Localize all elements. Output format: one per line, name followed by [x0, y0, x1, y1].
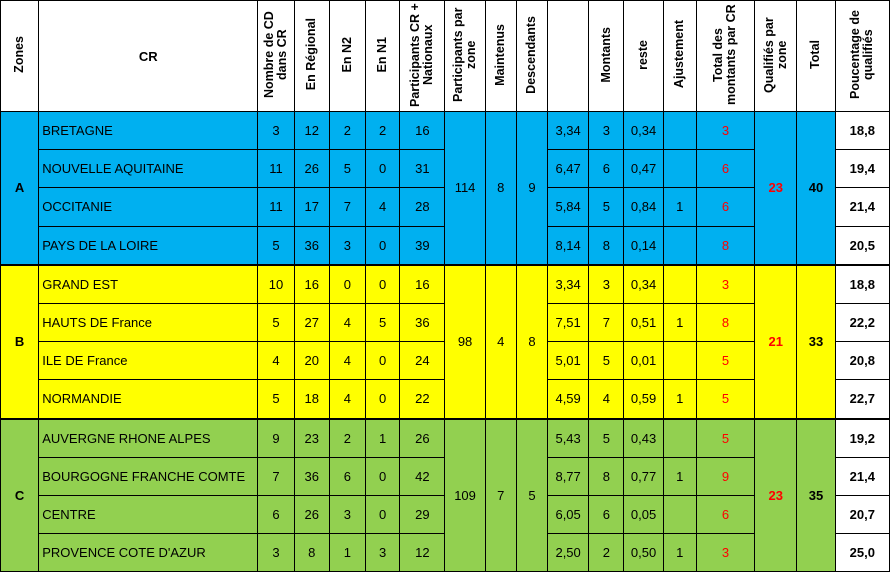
- calc-cell: 5,84: [548, 188, 589, 226]
- n1-cell: 3: [366, 534, 400, 572]
- header-reste: reste: [624, 1, 663, 112]
- calc-cell: 8,77: [548, 457, 589, 495]
- montants-cell: 7: [589, 303, 624, 341]
- calc-cell: 6,05: [548, 495, 589, 533]
- cr-name: OCCITANIE: [39, 188, 258, 226]
- montants-cell: 8: [589, 226, 624, 265]
- total-montants-cell: 9: [696, 457, 754, 495]
- ajustement-cell: 1: [663, 303, 696, 341]
- pourcentage-cell: 21,4: [835, 188, 889, 226]
- ajustement-cell: [663, 265, 696, 304]
- reste-cell: 0,50: [624, 534, 663, 572]
- reste-cell: 0,43: [624, 419, 663, 458]
- cr-name: HAUTS DE France: [39, 303, 258, 341]
- table-row: [1, 419, 890, 458]
- n2-cell: 4: [329, 342, 365, 380]
- total-montants-cell: 3: [696, 534, 754, 572]
- pourcentage-cell: 20,7: [835, 495, 889, 533]
- n1-cell: 4: [366, 188, 400, 226]
- reste-cell: 0,01: [624, 342, 663, 380]
- maintenus-cell: 4: [485, 265, 516, 419]
- ajustement-cell: 1: [663, 534, 696, 572]
- montants-cell: 5: [589, 188, 624, 226]
- nb-cd-cell: 7: [258, 457, 294, 495]
- pourcentage-cell: 21,4: [835, 457, 889, 495]
- total-montants-cell: 6: [696, 495, 754, 533]
- qualifies-zone-cell: 23: [755, 419, 797, 572]
- header-maintenus: Maintenus: [485, 1, 516, 112]
- descendants-cell: 5: [516, 419, 547, 572]
- montants-cell: 5: [589, 342, 624, 380]
- montants-cell: 5: [589, 419, 624, 458]
- maintenus-cell: 8: [485, 112, 516, 265]
- header-participants-cr: Participants CR + Nationaux: [400, 1, 445, 112]
- montants-cell: 2: [589, 534, 624, 572]
- calc-cell: 5,43: [548, 419, 589, 458]
- pourcentage-cell: 18,8: [835, 112, 889, 150]
- pourcentage-cell: 22,2: [835, 303, 889, 341]
- ajustement-cell: [663, 226, 696, 265]
- regional-cell: 20: [294, 342, 329, 380]
- n2-cell: 3: [329, 495, 365, 533]
- regional-cell: 27: [294, 303, 329, 341]
- cr-name: BRETAGNE: [39, 112, 258, 150]
- participants-cell: 12: [400, 534, 445, 572]
- reste-cell: 0,34: [624, 112, 663, 150]
- montants-cell: 3: [589, 265, 624, 304]
- total-montants-cell: 8: [696, 226, 754, 265]
- regional-cell: 23: [294, 419, 329, 458]
- pourcentage-cell: 19,4: [835, 150, 889, 188]
- table-row: [1, 112, 890, 150]
- ajustement-cell: [663, 419, 696, 458]
- total-montants-cell: 5: [696, 342, 754, 380]
- participants-cell: 42: [400, 457, 445, 495]
- pourcentage-cell: 18,8: [835, 265, 889, 304]
- cr-name: PROVENCE COTE D'AZUR: [39, 534, 258, 572]
- pourcentage-cell: 20,8: [835, 342, 889, 380]
- participants-cell: 16: [400, 265, 445, 304]
- montants-cell: 6: [589, 150, 624, 188]
- n2-cell: 5: [329, 150, 365, 188]
- calc-cell: 3,34: [548, 265, 589, 304]
- regional-cell: 36: [294, 457, 329, 495]
- total-montants-cell: 6: [696, 188, 754, 226]
- qualifies-zone-cell: 21: [755, 265, 797, 419]
- header-qualifies-zone: Qualifiés par zone: [755, 1, 797, 112]
- header-cr: CR: [39, 1, 258, 112]
- header-total-montants: Total des montants par CR: [696, 1, 754, 112]
- n2-cell: 4: [329, 303, 365, 341]
- montants-cell: 4: [589, 380, 624, 419]
- reste-cell: 0,34: [624, 265, 663, 304]
- reste-cell: 0,51: [624, 303, 663, 341]
- header-n2: En N2: [329, 1, 365, 112]
- pourcentage-cell: 22,7: [835, 380, 889, 419]
- pourcentage-cell: 19,2: [835, 419, 889, 458]
- participants-cell: 28: [400, 188, 445, 226]
- qualifies-zone-cell: 23: [755, 112, 797, 265]
- regional-cell: 18: [294, 380, 329, 419]
- n1-cell: 0: [366, 495, 400, 533]
- participants-cell: 22: [400, 380, 445, 419]
- nb-cd-cell: 5: [258, 380, 294, 419]
- reste-cell: 0,47: [624, 150, 663, 188]
- ajustement-cell: [663, 112, 696, 150]
- n2-cell: 4: [329, 380, 365, 419]
- reste-cell: 0,59: [624, 380, 663, 419]
- descendants-cell: 9: [516, 112, 547, 265]
- header-total: Total: [797, 1, 835, 112]
- n2-cell: 1: [329, 534, 365, 572]
- participants-cell: 29: [400, 495, 445, 533]
- zone-total-cell: 35: [797, 419, 835, 572]
- ajustement-cell: [663, 150, 696, 188]
- zone-label: B: [1, 265, 39, 419]
- nb-cd-cell: 4: [258, 342, 294, 380]
- calc-cell: 5,01: [548, 342, 589, 380]
- calc-cell: 3,34: [548, 112, 589, 150]
- n1-cell: 2: [366, 112, 400, 150]
- table-body: [1, 112, 890, 572]
- header-zones: Zones: [1, 1, 39, 112]
- cr-name: AUVERGNE RHONE ALPES: [39, 419, 258, 458]
- cr-name: BOURGOGNE FRANCHE COMTE: [39, 457, 258, 495]
- nb-cd-cell: 3: [258, 112, 294, 150]
- header-blank: [548, 1, 589, 112]
- header-nb-cd: Nombre de CD dans CR: [258, 1, 294, 112]
- header-participants-zone: Participants par zone: [445, 1, 485, 112]
- total-montants-cell: 3: [696, 112, 754, 150]
- participants-zone-cell: 109: [445, 419, 485, 572]
- header-regional: En Régional: [294, 1, 329, 112]
- header-ajustement: Ajustement: [663, 1, 696, 112]
- regional-cell: 26: [294, 150, 329, 188]
- n1-cell: 0: [366, 226, 400, 265]
- participants-zone-cell: 114: [445, 112, 485, 265]
- participants-cell: 24: [400, 342, 445, 380]
- ajustement-cell: [663, 495, 696, 533]
- ajustement-cell: 1: [663, 457, 696, 495]
- regional-cell: 26: [294, 495, 329, 533]
- total-montants-cell: 5: [696, 380, 754, 419]
- nb-cd-cell: 5: [258, 303, 294, 341]
- montants-cell: 8: [589, 457, 624, 495]
- total-montants-cell: 5: [696, 419, 754, 458]
- cr-name: ILE DE France: [39, 342, 258, 380]
- total-montants-cell: 8: [696, 303, 754, 341]
- n1-cell: 0: [366, 265, 400, 304]
- participants-zone-cell: 98: [445, 265, 485, 419]
- participants-cell: 26: [400, 419, 445, 458]
- n2-cell: 2: [329, 419, 365, 458]
- n1-cell: 0: [366, 342, 400, 380]
- participants-cell: 31: [400, 150, 445, 188]
- n1-cell: 0: [366, 457, 400, 495]
- ajustement-cell: [663, 342, 696, 380]
- reste-cell: 0,77: [624, 457, 663, 495]
- nb-cd-cell: 11: [258, 150, 294, 188]
- n1-cell: 5: [366, 303, 400, 341]
- n2-cell: 2: [329, 112, 365, 150]
- regional-cell: 17: [294, 188, 329, 226]
- participants-cell: 36: [400, 303, 445, 341]
- header-row: [1, 1, 890, 112]
- zone-label: C: [1, 419, 39, 572]
- calc-cell: 6,47: [548, 150, 589, 188]
- header-descendants: Descendants: [516, 1, 547, 112]
- n2-cell: 7: [329, 188, 365, 226]
- maintenus-cell: 7: [485, 419, 516, 572]
- reste-cell: 0,05: [624, 495, 663, 533]
- calc-cell: 7,51: [548, 303, 589, 341]
- reste-cell: 0,84: [624, 188, 663, 226]
- ajustement-cell: 1: [663, 380, 696, 419]
- nb-cd-cell: 9: [258, 419, 294, 458]
- cr-name: CENTRE: [39, 495, 258, 533]
- pourcentage-cell: 20,5: [835, 226, 889, 265]
- montants-cell: 6: [589, 495, 624, 533]
- nb-cd-cell: 6: [258, 495, 294, 533]
- header-montants: Montants: [589, 1, 624, 112]
- n2-cell: 3: [329, 226, 365, 265]
- zone-label: A: [1, 112, 39, 265]
- cr-name: NOUVELLE AQUITAINE: [39, 150, 258, 188]
- header-n1: En N1: [366, 1, 400, 112]
- nb-cd-cell: 3: [258, 534, 294, 572]
- cr-name: NORMANDIE: [39, 380, 258, 419]
- total-montants-cell: 6: [696, 150, 754, 188]
- header-pourcentage: Poucentage de qualifiés: [835, 1, 889, 112]
- participants-cell: 39: [400, 226, 445, 265]
- n1-cell: 0: [366, 380, 400, 419]
- cr-name: GRAND EST: [39, 265, 258, 304]
- total-montants-cell: 3: [696, 265, 754, 304]
- calc-cell: 8,14: [548, 226, 589, 265]
- regional-cell: 12: [294, 112, 329, 150]
- cr-name: PAYS DE LA LOIRE: [39, 226, 258, 265]
- zone-total-cell: 33: [797, 265, 835, 419]
- calc-cell: 2,50: [548, 534, 589, 572]
- n2-cell: 0: [329, 265, 365, 304]
- n1-cell: 1: [366, 419, 400, 458]
- descendants-cell: 8: [516, 265, 547, 419]
- n2-cell: 6: [329, 457, 365, 495]
- n1-cell: 0: [366, 150, 400, 188]
- reste-cell: 0,14: [624, 226, 663, 265]
- regional-cell: 8: [294, 534, 329, 572]
- calc-cell: 4,59: [548, 380, 589, 419]
- regional-cell: 36: [294, 226, 329, 265]
- nb-cd-cell: 5: [258, 226, 294, 265]
- montants-cell: 3: [589, 112, 624, 150]
- zone-total-cell: 40: [797, 112, 835, 265]
- ajustement-cell: 1: [663, 188, 696, 226]
- table-row: [1, 265, 890, 304]
- regional-cell: 16: [294, 265, 329, 304]
- participants-cell: 16: [400, 112, 445, 150]
- pourcentage-cell: 25,0: [835, 534, 889, 572]
- nb-cd-cell: 11: [258, 188, 294, 226]
- nb-cd-cell: 10: [258, 265, 294, 304]
